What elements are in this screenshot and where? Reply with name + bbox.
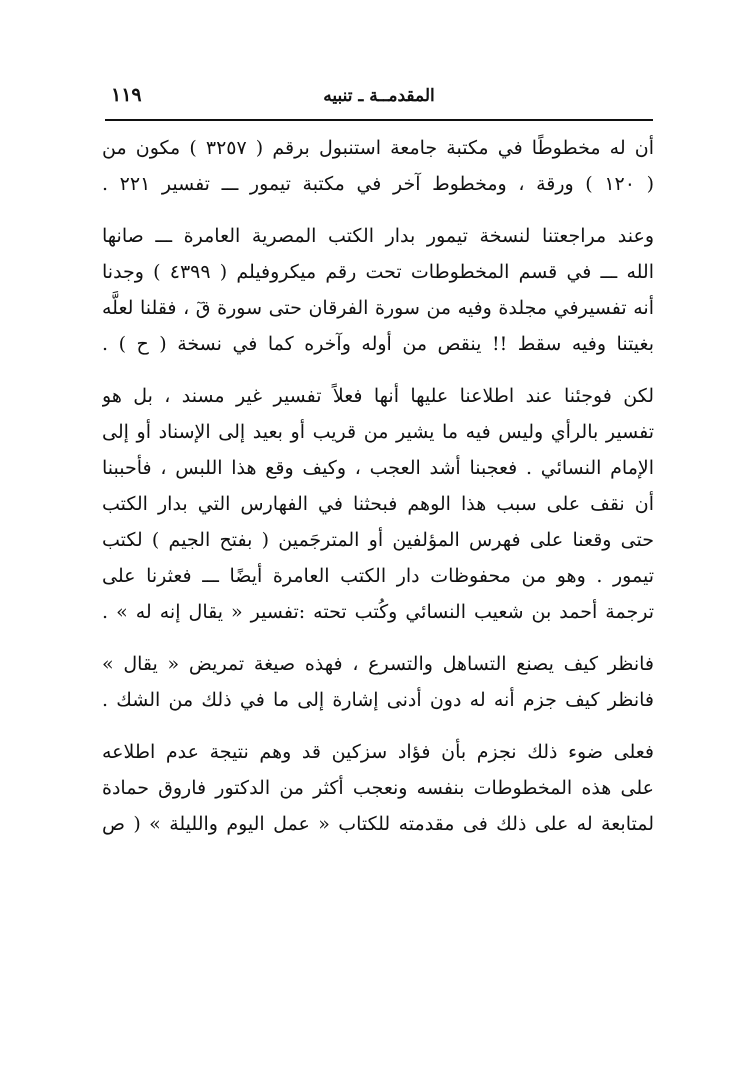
text-line: تفسير بالرأي وليس فيه ما يشير من قريب أو بعيد إلى الإسناد أو إلى	[102, 421, 654, 443]
text-line: ترجمة أحمد بن شعيب النسائي وكُتب تحته :تفسير « يقال إنه له » .	[102, 601, 654, 623]
paragraph-4	[102, 646, 654, 718]
header-rule	[105, 119, 653, 121]
text-line: الإمام النسائي . فعجبنا أشد العجب ، وكيف وقع هذا اللبس ، فأحببنا	[102, 457, 654, 479]
paragraph-3	[102, 378, 654, 630]
text-line: لمتابعة له على ذلك فى مقدمته للكتاب « عمل اليوم والليلة » ( ص	[102, 813, 654, 835]
paragraph-1	[102, 130, 654, 202]
text-line: حتى وقعنا على فهرس المؤلفين أو المترجَمين ( بفتح الجيم ) لكتب	[102, 529, 654, 551]
page-number: ١١٩	[111, 84, 142, 106]
text-line: أن له مخطوطًا في مكتبة جامعة استنبول برقم ( ٣٢٥٧ ) مكون من	[102, 137, 654, 159]
body-text	[102, 130, 654, 858]
text-line: على هذه المخطوطات بنفسه ونعجب أكثر من الدكتور فاروق حمادة	[102, 777, 654, 799]
paragraph-5	[102, 734, 654, 842]
text-line: وعند مراجعتنا لنسخة تيمور بدار الكتب المصرية العامرة ـــ صانها	[102, 225, 654, 247]
header-title: المقدمــة ـ تنبيه	[323, 86, 435, 106]
text-line: فعلى ضوء ذلك نجزم بأن فؤاد سزكين قد وهم نتيجة عدم اطلاعه	[102, 741, 654, 763]
text-line: أن نقف على سبب هذا الوهم فبحثنا في الفهارس التي بدار الكتب	[102, 493, 654, 515]
text-line: أنه تفسيرفي مجلدة وفيه من سورة الفرقان حتى سورة قٓ ، فقلنا لعلَّه	[102, 297, 654, 319]
text-line: ( ١٢٠ ) ورقة ، ومخطوط آخر في مكتبة تيمور ـــ تفسير ٢٢١ .	[102, 173, 654, 195]
text-line: فانظر كيف يصنع التساهل والتسرع ، فهذه صيغة تمريض « يقال »	[102, 653, 654, 675]
text-line: الله ـــ في قسم المخطوطات تحت رقم ميكروفيلم ( ٤٣٩٩ ) وجدنا	[102, 261, 654, 283]
page-header	[105, 82, 653, 116]
text-line: بغيتنا وفيه سقط !! ينقص من أوله وآخره كما في نسخة ( ح ) .	[102, 333, 654, 355]
text-line: تيمور . وهو من محفوظات دار الكتب العامرة أيضًا ـــ فعثرنا على	[102, 565, 654, 587]
text-line: لكن فوجئنا عند اطلاعنا عليها أنها فعلاً تفسير غير مسند ، بل هو	[102, 385, 654, 407]
text-line: فانظر كيف جزم أنه له دون أدنى إشارة إلى ما في ذلك من الشك .	[102, 689, 654, 711]
paragraph-2	[102, 218, 654, 362]
